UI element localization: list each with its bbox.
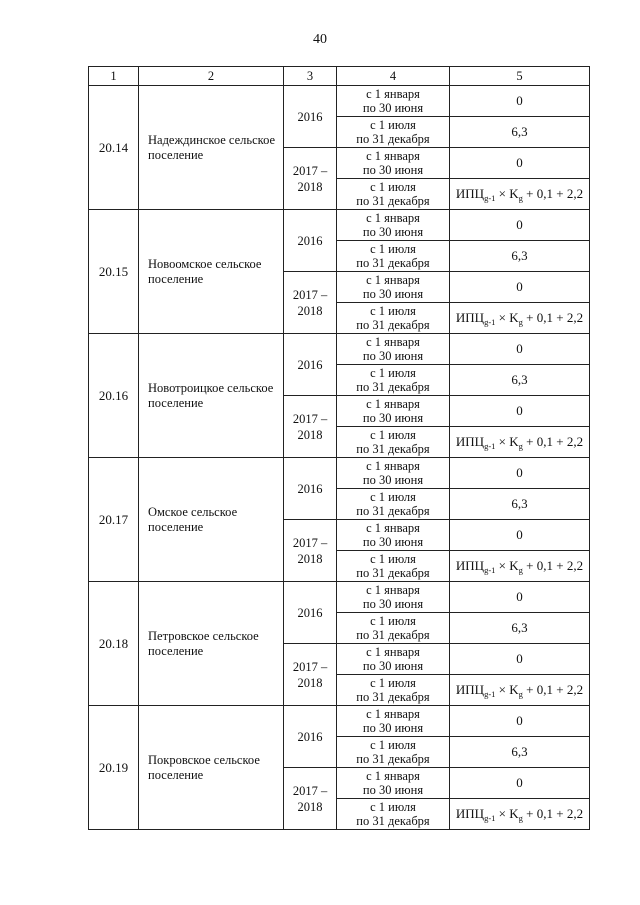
settlement-name-line2: поселение — [148, 643, 204, 658]
table-row — [89, 582, 590, 613]
period-cell — [337, 86, 450, 117]
formula-cell — [450, 675, 590, 706]
settlement-name — [139, 86, 284, 210]
row-code: 20.16 — [89, 334, 139, 458]
value-cell: 0 — [450, 86, 590, 117]
table-row — [89, 706, 590, 737]
table-row — [89, 210, 590, 241]
formula-k-sub: g — [518, 440, 523, 451]
period-end: по 30 июня — [362, 659, 424, 673]
formula-k-sub: g — [518, 812, 523, 823]
formula-times-k: × K — [495, 681, 519, 697]
tariff-table — [88, 66, 590, 830]
settlement-name — [139, 582, 284, 706]
value-cell: 0 — [450, 768, 590, 799]
period-start: с 1 января — [366, 645, 420, 659]
period-start: с 1 января — [366, 521, 420, 535]
period-cell — [337, 148, 450, 179]
header-row — [89, 67, 590, 86]
period-start: с 1 января — [366, 707, 420, 721]
settlement-name — [139, 210, 284, 334]
value-cell: 0 — [450, 210, 590, 241]
formula-ipc-sub: g-1 — [484, 812, 496, 823]
period-end: по 30 июня — [362, 163, 424, 177]
settlement-name — [139, 334, 284, 458]
period-cell — [337, 334, 450, 365]
year-cell: 2016 — [284, 458, 337, 520]
table-row — [89, 458, 590, 489]
value-cell: 6,3 — [450, 613, 590, 644]
period-start: с 1 января — [366, 459, 420, 473]
period-end: по 30 июня — [362, 287, 424, 301]
value-cell: 6,3 — [450, 737, 590, 768]
formula-ipc: ИПЦ — [455, 805, 485, 821]
value-cell: 0 — [450, 272, 590, 303]
year-range-end: 2018 — [297, 551, 323, 566]
period-cell — [337, 365, 450, 396]
formula-cell — [450, 303, 590, 334]
settlement-name-line2: поселение — [148, 271, 204, 286]
period-end: по 30 июня — [362, 225, 424, 239]
period-cell — [337, 241, 450, 272]
formula-ipc-sub: g-1 — [484, 564, 496, 575]
period-start: с 1 июля — [370, 490, 416, 504]
year-range-end: 2018 — [297, 799, 323, 814]
period-start: с 1 января — [366, 397, 420, 411]
year-range-cell — [284, 396, 337, 458]
period-end: по 31 декабря — [356, 628, 430, 642]
period-cell — [337, 117, 450, 148]
formula-ipc-sub: g-1 — [484, 688, 496, 699]
settlement-name-line1: Новоомское сельское — [148, 256, 262, 271]
settlement-name-line1: Омское сельское — [148, 504, 238, 519]
period-end: по 30 июня — [362, 783, 424, 797]
settlement-name-line1: Новотроицкое сельское — [148, 380, 274, 395]
formula-cell — [450, 551, 590, 582]
period-end: по 31 декабря — [356, 380, 430, 394]
period-end: по 30 июня — [362, 411, 424, 425]
value-cell: 0 — [450, 706, 590, 737]
period-end: по 31 декабря — [356, 442, 430, 456]
settlement-name-line2: поселение — [148, 395, 204, 410]
period-end: по 31 декабря — [356, 752, 430, 766]
period-cell — [337, 613, 450, 644]
period-end: по 31 декабря — [356, 690, 430, 704]
period-cell — [337, 582, 450, 613]
period-cell — [337, 551, 450, 582]
period-cell — [337, 210, 450, 241]
year-range-start: 2017 – — [292, 783, 328, 798]
row-code: 20.14 — [89, 86, 139, 210]
formula-ipc-sub: g-1 — [484, 316, 496, 327]
period-cell — [337, 737, 450, 768]
header-cell: 5 — [450, 67, 590, 86]
year-cell: 2016 — [284, 706, 337, 768]
formula-ipc: ИПЦ — [455, 557, 485, 573]
year-cell: 2016 — [284, 210, 337, 272]
period-start: с 1 июля — [370, 366, 416, 380]
period-end: по 31 декабря — [356, 814, 430, 828]
period-start: с 1 июля — [370, 552, 416, 566]
period-end: по 30 июня — [362, 349, 424, 363]
value-cell: 0 — [450, 458, 590, 489]
formula-cell — [450, 427, 590, 458]
period-cell — [337, 489, 450, 520]
formula-tail: + 0,1 + 2,2 — [522, 185, 584, 201]
page-number: 40 — [313, 32, 327, 47]
value-cell: 0 — [450, 582, 590, 613]
formula-ipc-sub: g-1 — [484, 192, 496, 203]
year-range-end: 2018 — [297, 675, 323, 690]
period-cell — [337, 768, 450, 799]
year-range-start: 2017 – — [292, 535, 328, 550]
settlement-name-line1: Покровское сельское — [148, 752, 260, 767]
period-start: с 1 января — [366, 87, 420, 101]
settlement-name-line1: Надеждинское сельское — [148, 132, 276, 147]
year-range-end: 2018 — [297, 179, 323, 194]
period-end: по 30 июня — [362, 721, 424, 735]
period-cell — [337, 396, 450, 427]
value-cell: 6,3 — [450, 365, 590, 396]
period-cell — [337, 458, 450, 489]
formula-tail: + 0,1 + 2,2 — [522, 681, 584, 697]
row-code: 20.15 — [89, 210, 139, 334]
period-start: с 1 июля — [370, 614, 416, 628]
formula-times-k: × K — [495, 805, 519, 821]
period-cell — [337, 706, 450, 737]
year-range-cell — [284, 520, 337, 582]
period-end: по 31 декабря — [356, 566, 430, 580]
year-range-cell — [284, 272, 337, 334]
formula-times-k: × K — [495, 309, 519, 325]
settlement-name-line2: поселение — [148, 519, 204, 534]
year-range-start: 2017 – — [292, 659, 328, 674]
formula-ipc: ИПЦ — [455, 681, 485, 697]
period-end: по 31 декабря — [356, 504, 430, 518]
row-code: 20.19 — [89, 706, 139, 830]
settlement-name — [139, 706, 284, 830]
settlement-name-line2: поселение — [148, 147, 204, 162]
header-cell: 2 — [139, 67, 284, 86]
formula-tail: + 0,1 + 2,2 — [522, 557, 584, 573]
period-start: с 1 июля — [370, 428, 416, 442]
year-cell: 2016 — [284, 334, 337, 396]
formula-cell — [450, 799, 590, 830]
header-cell: 1 — [89, 67, 139, 86]
settlement-name-line1: Петровское сельское — [148, 628, 259, 643]
row-code: 20.18 — [89, 582, 139, 706]
period-start: с 1 января — [366, 769, 420, 783]
year-range-start: 2017 – — [292, 411, 328, 426]
value-cell: 0 — [450, 396, 590, 427]
settlement-name-line2: поселение — [148, 767, 204, 782]
value-cell: 6,3 — [450, 489, 590, 520]
period-end: по 31 декабря — [356, 256, 430, 270]
period-start: с 1 июля — [370, 118, 416, 132]
value-cell: 0 — [450, 644, 590, 675]
period-start: с 1 июля — [370, 304, 416, 318]
period-cell — [337, 427, 450, 458]
year-range-start: 2017 – — [292, 163, 328, 178]
period-start: с 1 июля — [370, 180, 416, 194]
table-row — [89, 334, 590, 365]
period-start: с 1 января — [366, 273, 420, 287]
period-start: с 1 июля — [370, 676, 416, 690]
value-cell: 0 — [450, 148, 590, 179]
year-range-end: 2018 — [297, 303, 323, 318]
formula-k-sub: g — [518, 688, 523, 699]
period-cell — [337, 179, 450, 210]
formula-times-k: × K — [495, 557, 519, 573]
period-cell — [337, 272, 450, 303]
value-cell: 6,3 — [450, 241, 590, 272]
row-code: 20.17 — [89, 458, 139, 582]
period-start: с 1 июля — [370, 738, 416, 752]
formula-ipc: ИПЦ — [455, 185, 485, 201]
header-cell: 3 — [284, 67, 337, 86]
period-cell — [337, 799, 450, 830]
year-cell: 2016 — [284, 582, 337, 644]
formula-ipc: ИПЦ — [455, 309, 485, 325]
formula-tail: + 0,1 + 2,2 — [522, 309, 584, 325]
year-cell: 2016 — [284, 86, 337, 148]
value-cell: 0 — [450, 334, 590, 365]
period-start: с 1 июля — [370, 800, 416, 814]
header-cell: 4 — [337, 67, 450, 86]
value-cell: 0 — [450, 520, 590, 551]
formula-k-sub: g — [518, 316, 523, 327]
period-cell — [337, 303, 450, 334]
formula-k-sub: g — [518, 192, 523, 203]
period-start: с 1 января — [366, 149, 420, 163]
period-start: с 1 января — [366, 583, 420, 597]
formula-tail: + 0,1 + 2,2 — [522, 433, 584, 449]
value-cell: 6,3 — [450, 117, 590, 148]
period-cell — [337, 520, 450, 551]
period-end: по 30 июня — [362, 597, 424, 611]
period-end: по 30 июня — [362, 473, 424, 487]
formula-tail: + 0,1 + 2,2 — [522, 805, 584, 821]
year-range-cell — [284, 768, 337, 830]
year-range-cell — [284, 148, 337, 210]
formula-ipc: ИПЦ — [455, 433, 485, 449]
period-start: с 1 января — [366, 211, 420, 225]
settlement-name — [139, 458, 284, 582]
period-cell — [337, 644, 450, 675]
formula-times-k: × K — [495, 433, 519, 449]
year-range-cell — [284, 644, 337, 706]
period-start: с 1 января — [366, 335, 420, 349]
period-end: по 31 декабря — [356, 194, 430, 208]
year-range-end: 2018 — [297, 427, 323, 442]
period-end: по 31 декабря — [356, 132, 430, 146]
period-end: по 30 июня — [362, 101, 424, 115]
period-end: по 30 июня — [362, 535, 424, 549]
formula-ipc-sub: g-1 — [484, 440, 496, 451]
formula-cell — [450, 179, 590, 210]
period-cell — [337, 675, 450, 706]
table-row — [89, 86, 590, 117]
formula-times-k: × K — [495, 185, 519, 201]
year-range-start: 2017 – — [292, 287, 328, 302]
period-end: по 31 декабря — [356, 318, 430, 332]
period-start: с 1 июля — [370, 242, 416, 256]
formula-k-sub: g — [518, 564, 523, 575]
